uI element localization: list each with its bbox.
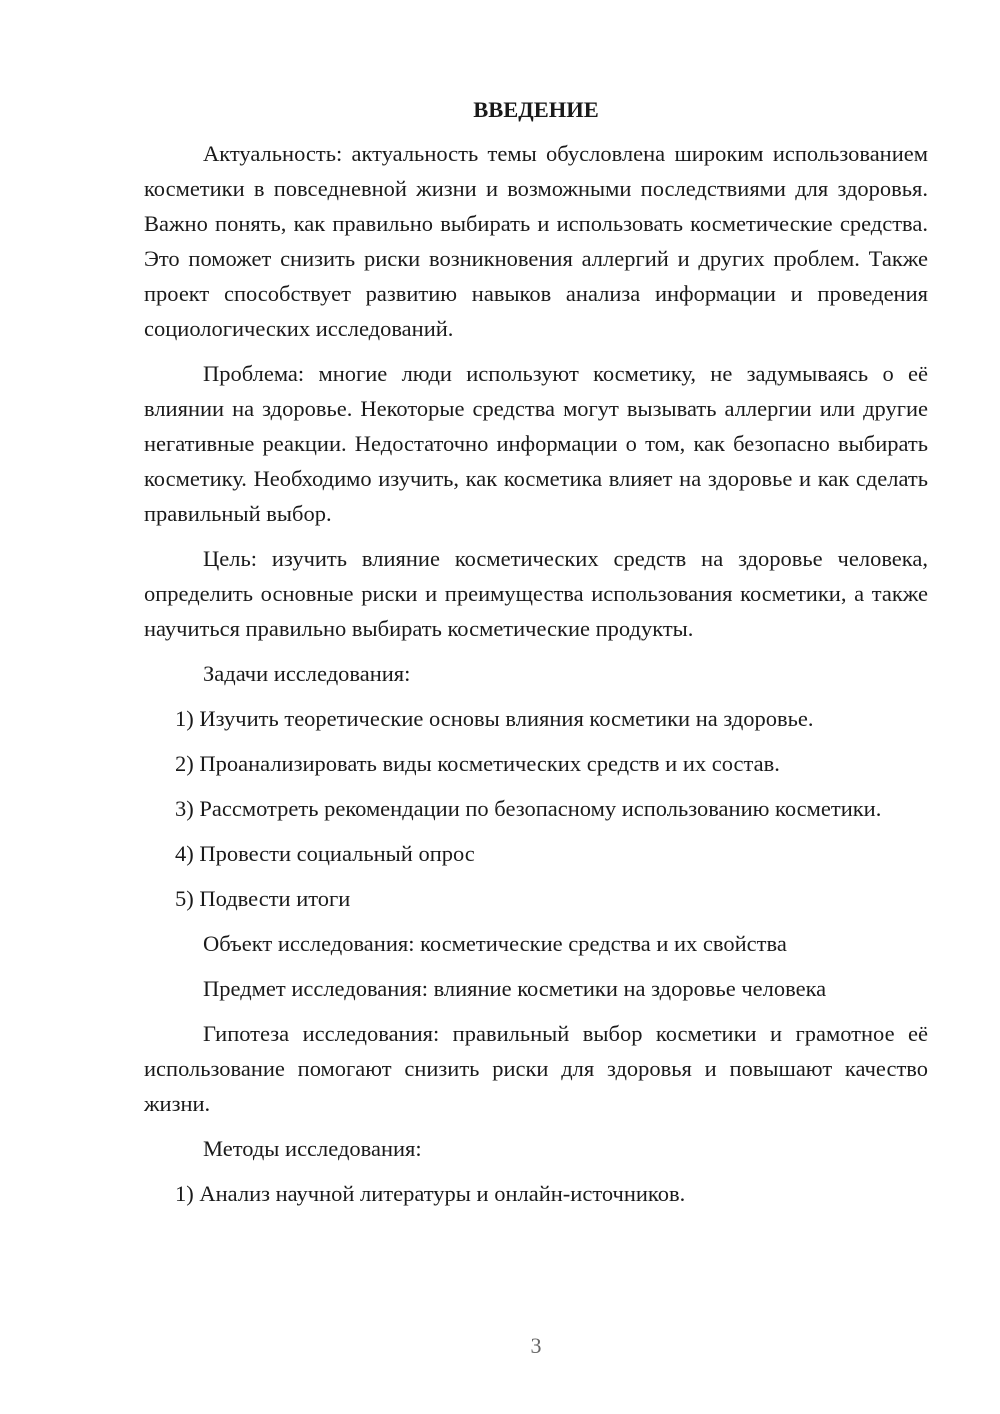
task-item-3: 3) Рассмотреть рекомендации по безопасному использованию косметики. — [175, 796, 882, 821]
task-item-5: 5) Подвести итоги — [175, 886, 351, 911]
method-item-1: 1) Анализ научной литературы и онлайн-источников. — [175, 1181, 686, 1206]
paragraph-relevance: Актуальность: актуальность темы обусловлена широким использованием косметики в повседневной жизни и возможными последствиями для здоровья. Важно понять, как правильно выбирать и использовать косметические средства. Это поможет снизить риски возникновения аллергий и других проблем. Также проект способствует развитию навыков анализа информации и проведения социологических исследований. — [144, 141, 928, 341]
document-page — [144, 92, 928, 1221]
paragraph-object: Объект исследования: косметические средства и их свойства — [203, 931, 787, 956]
tasks-heading: Задачи исследования: — [203, 661, 411, 686]
paragraph-goal: Цель: изучить влияние косметических средств на здоровье человека, определить основные риски и преимущества использования косметики, а также научиться правильно выбирать косметические продукты. — [144, 546, 928, 641]
methods-heading: Методы исследования: — [203, 1136, 422, 1161]
section-title: ВВЕДЕНИЕ — [473, 97, 599, 122]
task-item-4: 4) Провести социальный опрос — [175, 841, 475, 866]
task-item-2: 2) Проанализировать виды косметических средств и их состав. — [175, 751, 780, 776]
task-item-1: 1) Изучить теоретические основы влияния косметики на здоровье. — [175, 706, 814, 731]
paragraph-hypothesis: Гипотеза исследования: правильный выбор косметики и грамотное её использование помогают снизить риски для здоровья и повышают качество жизни. — [144, 1021, 928, 1116]
paragraph-subject: Предмет исследования: влияние косметики на здоровье человека — [203, 976, 827, 1001]
page-number: 3 — [530, 1333, 542, 1358]
paragraph-problem: Проблема: многие люди используют косметику, не задумываясь о её влиянии на здоровье. Некоторые средства могут вызывать аллергии или другие негативные реакции. Недостаточно информации о том, как безопасно выбирать косметику. Необходимо изучить, как косметика влияет на здоровье и как сделать правильный выбор. — [144, 361, 928, 526]
